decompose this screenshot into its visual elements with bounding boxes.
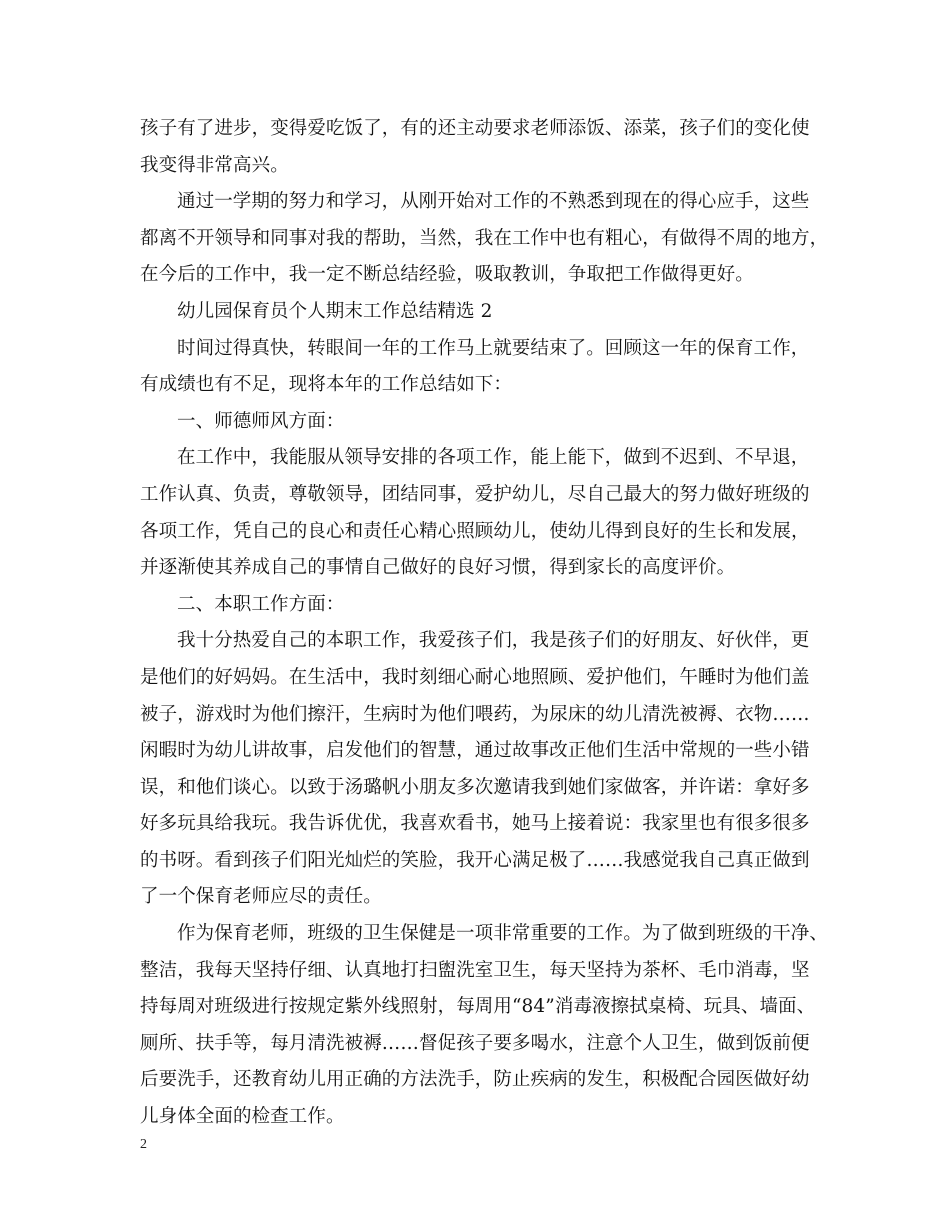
text-line: 各项工作，凭自己的良心和责任心精心照顾幼儿，使幼儿得到良好的生长和发展， <box>140 520 810 542</box>
subsection-heading: 一、师德师风方面： <box>177 410 345 432</box>
text-line: 通过一学期的努力和学习，从刚开始对工作的不熟悉到现在的得心应手，这些 <box>177 191 810 213</box>
text-line: 作为保育老师，班级的卫生保健是一项非常重要的工作。为了做到班级的干净、 <box>177 923 829 945</box>
text-line: 好多玩具给我玩。我告诉优优，我喜欢看书，她马上接着说：我家里也有很多很多 <box>140 813 810 835</box>
text-line: 我变得非常高兴。 <box>140 154 289 176</box>
text-line: 厕所、扶手等，每月清洗被褥……督促孩子要多喝水，注意个人卫生，做到饭前便 <box>140 1032 810 1054</box>
text-line: 的书呀。看到孩子们阳光灿烂的笑脸，我开心满足极了……我感觉我自己真正做到 <box>140 849 810 871</box>
text-line: 有成绩也有不足，现将本年的工作总结如下： <box>140 374 513 396</box>
subsection-heading: 二、本职工作方面： <box>177 593 345 615</box>
text-line: 并逐渐使其养成自己的事情自己做好的良好习惯，得到家长的高度评价。 <box>140 557 736 579</box>
text-line: 在工作中，我能服从领导安排的各项工作，能上能下，做到不迟到、不早退， <box>177 447 810 469</box>
text-line: 整洁，我每天坚持仔细、认真地打扫盥洗室卫生，每天坚持为茶杯、毛巾消毒，坚 <box>140 959 810 981</box>
text-line: 后要洗手，还教育幼儿用正确的方法洗手，防止疾病的发生，积极配合园医做好幼 <box>140 1069 810 1091</box>
text-line: 孩子有了进步，变得爱吃饭了，有的还主动要求老师添饭、添菜，孩子们的变化使 <box>140 118 810 139</box>
text-line: 在今后的工作中，我一定不断总结经验，吸取教训，争取把工作做得更好。 <box>140 264 754 286</box>
text-line: 误，和他们谈心。以致于汤璐帆小朋友多次邀请我到她们家做客，并许诺：拿好多 <box>140 776 810 798</box>
text-line: 工作认真、负责，尊敬领导，团结同事，爱护幼儿，尽自己最大的努力做好班级的 <box>140 483 810 505</box>
text-line: 了一个保育老师应尽的责任。 <box>140 886 382 908</box>
section-title: 幼儿园保育员个人期末工作总结精选 2 <box>177 300 493 322</box>
text-line: 我十分热爱自己的本职工作，我爱孩子们，我是孩子们的好朋友、好伙伴，更 <box>177 630 810 652</box>
text-line: 儿身体全面的检查工作。 <box>140 1106 345 1128</box>
text-line: 闲暇时为幼儿讲故事，启发他们的智慧，通过故事改正他们生活中常规的一些小错 <box>140 740 810 762</box>
text-line: 持每周对班级进行按规定紫外线照射，每周用“84”消毒液擦拭桌椅、玩具、墙面、 <box>140 996 816 1018</box>
document-body <box>140 111 830 1136</box>
text-line: 被子，游戏时为他们擦汗，生病时为他们喂药，为尿床的幼儿清洗被褥、衣物…… <box>140 703 810 725</box>
text-line: 是他们的好妈妈。在生活中，我时刻细心耐心地照顾、爱护他们，午睡时为他们盖 <box>140 666 810 688</box>
text-line: 都离不开领导和同事对我的帮助，当然，我在工作中也有粗心，有做得不周的地方， <box>140 227 829 249</box>
page-number: 2 <box>140 1137 147 1152</box>
text-line: 时间过得真快，转眼间一年的工作马上就要结束了。回顾这一年的保育工作， <box>177 337 810 359</box>
